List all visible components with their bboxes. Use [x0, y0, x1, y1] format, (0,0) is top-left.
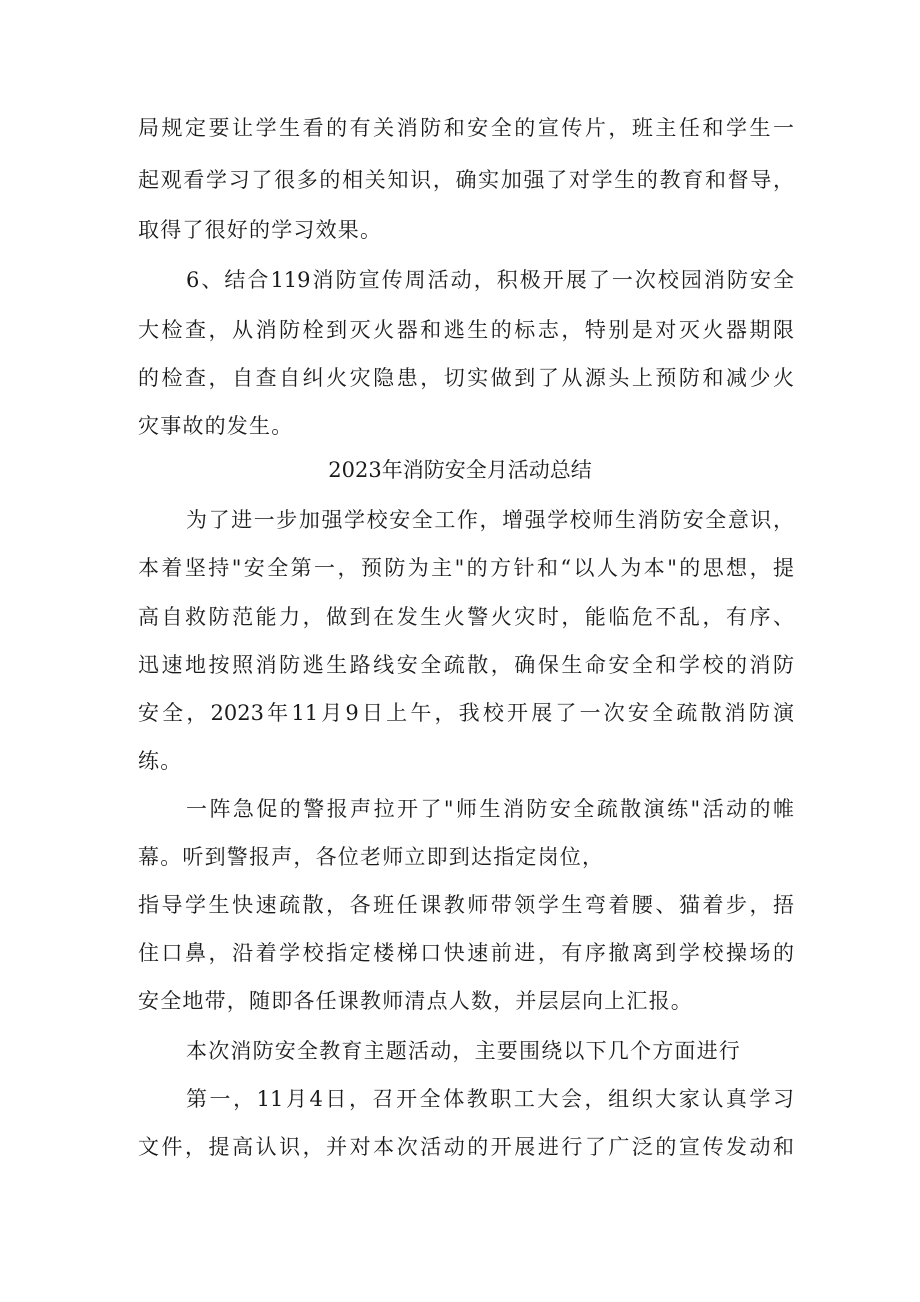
paragraph-line: 练。: [138, 749, 183, 773]
paragraph-line: 灾事故的发生。: [138, 414, 294, 438]
paragraph-line: 住口鼻，沿着学校指定楼梯口快速前进，有序撤离到学校操场的: [138, 941, 794, 965]
paragraph-line: 本次消防安全教育主题活动，主要围绕以下几个方面进行: [186, 1039, 741, 1063]
paragraph-line: 的检查，自查自纠火灾隐患，切实做到了从源头上预防和减少火: [138, 366, 794, 390]
paragraph-line: 取得了很好的学习效果。: [138, 218, 383, 242]
paragraph-line: 安全，2023年11月9日上午，我校开展了一次安全疏散消防演: [138, 701, 794, 725]
paragraph-line: 为了进一步加强学校安全工作，增强学校师生消防安全意识，: [186, 508, 794, 532]
paragraph-line: 第一，11月4日，召开全体教职工大会，组织大家认真学习: [186, 1087, 794, 1111]
paragraph-line: 起观看学习了很多的相关知识，确实加强了对学生的教育和督导，: [138, 168, 794, 192]
paragraph-line: 高自救防范能力，做到在发生火警火灾时，能临危不乱，有序、: [138, 605, 794, 629]
paragraph-line: 局规定要让学生看的有关消防和安全的宣传片，班主任和学生一: [138, 116, 794, 140]
paragraph-line: 大检查，从消防栓到灭火器和逃生的标志，特别是对灭火器期限: [138, 318, 794, 342]
paragraph-line: 一阵急促的警报声拉开了"师生消防安全疏散演练"活动的帷: [186, 797, 794, 821]
paragraph-line: 迅速地按照消防逃生路线安全疏散，确保生命安全和学校的消防: [138, 653, 794, 677]
paragraph-line: 文件，提高认识，并对本次活动的开展进行了广泛的宣传发动和: [138, 1135, 794, 1159]
paragraph-line: 幕。听到警报声，各位老师立即到达指定岗位，: [138, 845, 605, 869]
paragraph-line: 6、结合119消防宣传周活动，积极开展了一次校园消防安全: [186, 268, 794, 292]
paragraph-line: 本着坚持"安全第一，预防为主"的方针和“以人为本"的思想，提: [138, 556, 794, 580]
section-title: 2023年消防安全月活动总结: [328, 458, 592, 482]
paragraph-line: 安全地带，随即各任课教师清点人数，并层层向上汇报。: [138, 989, 693, 1013]
paragraph-line: 指导学生快速疏散，各班任课教师带领学生弯着腰、猫着步，捂: [138, 893, 794, 917]
